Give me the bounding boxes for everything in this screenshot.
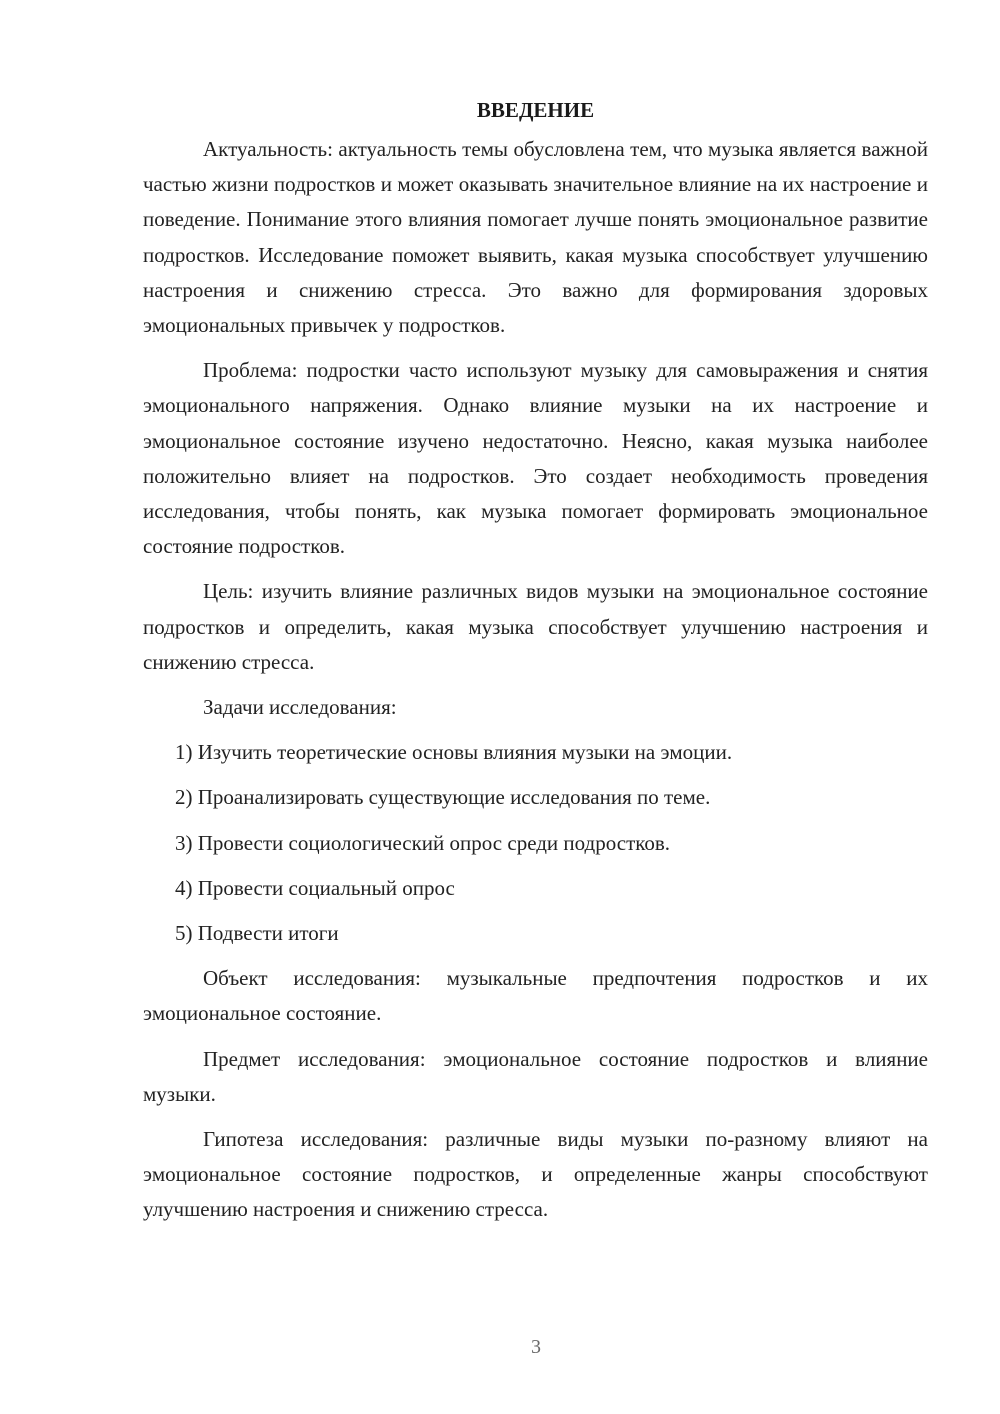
page-number: 3 [531,1336,541,1358]
section-heading: ВВЕДЕНИЕ [476,98,595,122]
paragraph-object: Объект исследования: музыкальные предпочтения подростков и их эмоциональное состояние. [143,966,928,1026]
task-list [143,735,928,951]
task-item-2: 2) Проанализировать существующие исследования по теме. [175,785,711,810]
document-page [143,92,928,1238]
task-item-1: 1) Изучить теоретические основы влияния музыки на эмоции. [175,740,733,765]
task-item-5: 5) Подвести итоги [175,921,339,946]
paragraph-relevance: Актуальность: актуальность темы обусловлена тем, что музыка является важной частью жизни подростков и может оказывать значительное влияние на их настроение и поведение. Понимание этого влияния помогает лучше понять эмоциональное развитие подростков. Исследование поможет выявить, какая музыка способствует улучшению настроения и снижению стресса. Это важно для формирования здоровых эмоциональных привычек у подростков. [143,137,928,338]
task-item-4: 4) Провести социальный опрос [175,875,455,900]
task-item-3: 3) Провести социологический опрос среди подростков. [175,830,671,855]
tasks-title: Задачи исследования: [203,695,397,720]
paragraph-hypothesis: Гипотеза исследования: различные виды музыки по-разному влияют на эмоциональное состояние подростков, и определенные жанры способствуют улучшению настроения и снижению стресса. [143,1127,928,1222]
paragraph-subject: Предмет исследования: эмоциональное состояние подростков и влияние музыки. [143,1046,928,1106]
paragraph-goal: Цель: изучить влияние различных видов музыки на эмоциональное состояние подростков и определить, какая музыка способствует улучшению настроения и снижению стресса. [143,579,928,674]
paragraph-problem: Проблема: подростки часто используют музыку для самовыражения и снятия эмоционального напряжения. Однако влияние музыки на их настроение и эмоциональное состояние изучено недостаточно. Неясно, какая музыка наиболее положительно влияет на подростков. Это создает необходимость проведения исследования, чтобы понять, как музыка помогает формировать эмоциональное состояние подростков. [143,358,928,559]
